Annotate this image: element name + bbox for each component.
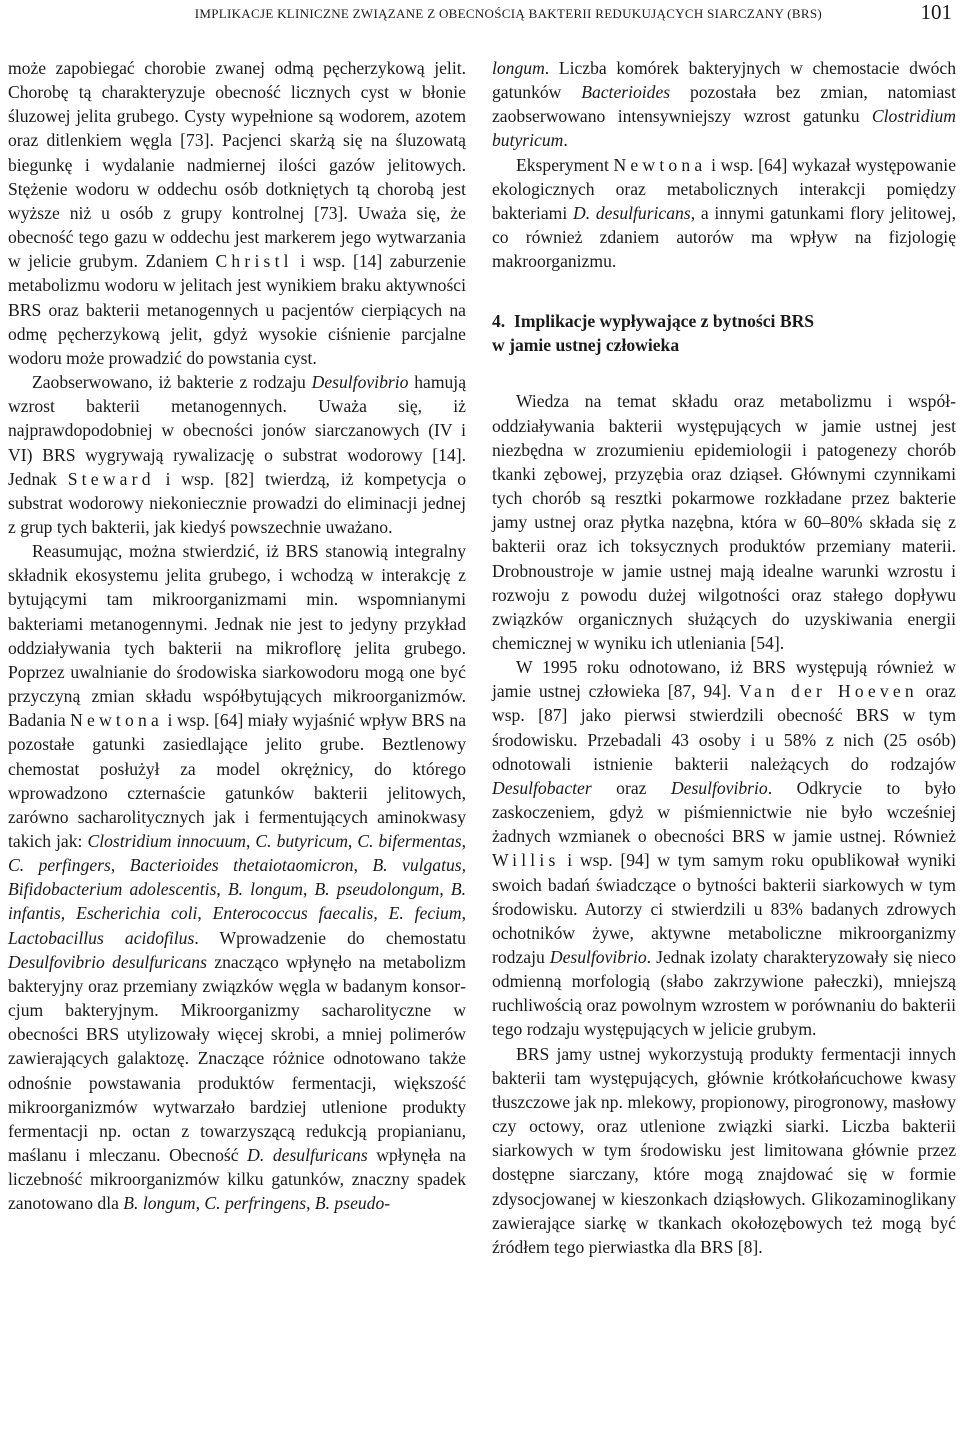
text-run: ,	[347, 831, 358, 851]
italic-run: Bacterioides thetaiotaomicron	[129, 855, 354, 876]
italic-run: longum	[492, 58, 545, 78]
paragraph	[8, 539, 466, 1215]
spaced-author: Christl	[215, 251, 293, 272]
spaced-author: Newtona	[613, 154, 707, 175]
text-run: ,	[110, 855, 130, 876]
text-run: znacząco wpłynęło na metabolizm bakteryjny oraz przemiany związków węgla w badanym konsorcjum bakteryjnym. Mikroorganizmy sacharolityczne w obecności BRS utylizowały więcej skrobi, a mniej polimerów zawierających galaktozę. Znaczące różnice odnotowano także odnośnie powstawania produktów fermentacji, większość mikroorganizmów wytwarzało bardziej utlenione produkty fermentacji np. octan z towarzyszącą redukcją propianianu, maślanu i mleczanu. Obecność	[8, 951, 466, 1166]
text-run: oraz wsp. [87] jako pierwsi stwierdzili obecność BRS w tym środowisku. Przebadali 43 osoby i u 58% z nich (25 osób) odnotowali istnienie bakterii należących do rodzajów	[492, 681, 956, 774]
text-run: Reasumując, można stwierdzić, iż BRS stanowią integralny składnik ekosystemu jelita grubego, i wchodzą w interakcję z bytującymi tam mikroorganizmami min. wspomnianymi bakteriami metanogennymi. Jednak nie jest to jedyny przykład oddziaływania tych bakterii na mikroflorę jelita grubego. Poprzez uwalnianie do środowiska siarkowodoru mogą one być przyczyną zmian składu współbytujących mikroorganizmów. Badania	[8, 541, 466, 731]
spaced-author: Van der Hoeven	[739, 681, 918, 702]
text-run: ,	[306, 1193, 315, 1214]
spaced-author: Willis	[492, 850, 560, 871]
italic-run: Enterococcus faecalis	[212, 903, 374, 924]
section-title-line1: Implikacje wypływające z bytności BRS	[514, 311, 815, 332]
running-title: IMPLIKACJE KLINICZNE ZWIĄZANE Z OBECNOŚCIĄ BAKTERII REDUKUJĄCYCH SIARCZANY (BRS)	[194, 6, 822, 21]
italic-run: D. desulfuricans	[573, 202, 691, 223]
italic-run: C. perfingers	[8, 855, 111, 876]
text-run: oraz	[591, 777, 671, 798]
text-run: ,	[302, 879, 315, 900]
italic-run: E. fecium	[388, 903, 462, 924]
italic-run: D. desulfuricans	[247, 1145, 368, 1166]
italic-run: Desulfobacter	[492, 777, 592, 798]
italic-run: B. pseudolongum	[314, 879, 440, 900]
text-run: ,	[245, 831, 256, 851]
italic-run: Lactobacillus acidofilus	[8, 927, 195, 948]
text-run: . Wprowadzenie do chemostatu	[194, 927, 466, 948]
text-run: Zaobserwowano, iż bakterie z rodzaju	[32, 372, 312, 393]
italic-run: Clostridium innocuum	[87, 831, 246, 851]
text-run: ,	[197, 903, 213, 924]
text-run: Wiedza na temat składu oraz metabolizmu i współoddziaływania bakterii występujących w jamie ustnej jest niezbędna w zrozumieniu epidemiologii i patogenezy chorób tkanki zębowej, przyzębia oraz dziąseł. Głównymi czynnikami tych chorób są resztki pokarmowe rozkładane przez bakterie jamy ustnej oraz płytka nazębna, która w 60–80% składa się z bakterii oraz ich toksycznych produktów przemiany materii. Drobnoustroje w jamie ustnej mają idealne warunki wzrostu i rozwoju z powodu dużej wilgotności oraz stałego dopływu związków organicznych służących do uzyskiwania energii chemicznej w wyniku ich utleniania [54].	[492, 391, 956, 653]
spaced-author: Steward	[67, 468, 155, 489]
text-run: i wsp. [64] miały wyjaśnić wpływ BRS na pozostałe gatunki zasiedlające jelito grube. Beztlenowy chemostat posłużył za model okrężnicy, do którego wprowadzono czternaście gatunków bakterii jelitowych, zarówno sacharolitycznych jak i fermentujących aminokwasy takich jak:	[8, 710, 466, 851]
text-run: wpłynęła na liczebność mikroorganizmów kilku gatunków, znaczny spadek zanotowano dla	[8, 1145, 466, 1214]
paragraph	[8, 370, 466, 539]
italic-run: C. bifermentas	[357, 831, 462, 851]
text-run: może zapobiegać chorobie zwanej odmą pęcherzykową jelit. Chorobę tą charakteryzuje obecność licznych cyst w błonie śluzowej jelita grubego. Cysty wypełnione są wodorem, azotem oraz ditlenkiem węgla [73]. Pacjenci skarżą się na śluzowatą biegunkę i wydalanie nadmiernej ilości gazów jelitowych. Stężenie wodoru w oddechu osób dotkniętych tą chorobą jest wyższe niż u osób z grupy kontrolnej [73]. Uważa się, że obecność tego gazu w oddechu jest markerem jego wytwarzania w jelicie grubym. Zdaniem	[8, 58, 466, 272]
italic-run: B. infantis	[8, 879, 467, 924]
italic-run: Bacterioides	[581, 82, 671, 103]
paragraph	[492, 153, 956, 274]
text-run: BRS jamy ustnej wykorzystują produkty fermentacji innych bakterii tam występujących, głównie krótkołańcuchowe kwasy tłuszczowe jak np. mlekowy, propionowy, pirogronowy, masłowy czy octowy, oraz utlenione związki siarki. Liczba bakterii siarkowych w tym środowisku jest limitowana głównie przez dostępne siarczany, które mogą znajdować się w formie zdysocjowanej w kieszonkach dziąsłowych. Glikozaminoglikany zawierające siarkę w tkankach okołozębowych też mogą być źródłem tego pierwiastka dla BRS [8].	[492, 1043, 956, 1257]
italic-run: Desulfovibrio	[311, 372, 409, 393]
text-run: ,	[216, 879, 228, 900]
text-run: .	[563, 130, 568, 151]
text-run: , a innymi gatunkami flory jelitowej, co również zdaniem autorów ma wpływ na fizjologię makroorganizmu.	[492, 202, 956, 272]
section-heading	[492, 309, 956, 357]
section-title-line2: w jamie ustnej człowieka	[492, 335, 680, 356]
right-paragraphs-after	[492, 389, 956, 1259]
spaced-author: Newtona	[70, 710, 164, 731]
paragraph	[492, 389, 956, 655]
text-run: ,	[60, 903, 77, 924]
italic-run: C. perfringens	[204, 1193, 307, 1214]
text-run: i wsp. [94] w tym samym roku opublikował wyniki swoich badań świadczące o bytności bakterii siarkowych w tym środowisku. Autorzy ci stwierdzili u 83% badanych zdrowych ochotników żywe, aktywne metaboliczne mikroorganizmy rodzaju	[492, 850, 956, 967]
text-run: ,	[195, 1193, 205, 1214]
running-header	[0, 0, 960, 40]
text-run: ,	[353, 855, 373, 876]
text-run: W 1995 roku odnotowano, iż BRS występują również w jamie ustnej człowieka [87, 94].	[492, 657, 956, 702]
paragraph	[492, 56, 956, 153]
text-run: i wsp. [82] twierdzą, iż kompetycja o substrat wodorowy niekoniecznie prowadzi do eliminacji jednej z grup tych bakterii, jak kiedyś powszechnie uważano.	[8, 468, 466, 537]
text-run: ,	[439, 879, 451, 900]
italic-run: Desulfovibrio	[670, 777, 768, 798]
text-run: ,	[373, 903, 389, 924]
paragraph	[492, 1042, 956, 1259]
text-run: ,	[461, 903, 466, 924]
left-column	[8, 56, 466, 1216]
italic-run: Escherichia coli	[76, 903, 198, 924]
right-column	[492, 56, 956, 1259]
italic-run: C. butyricum	[255, 831, 348, 851]
text-run: Eksperyment	[516, 154, 614, 175]
paragraph	[8, 56, 466, 370]
text-run: i wsp. [64] wykazał występowanie ekologicznych oraz metabolicznych interakcji pomiędzy bakteriami	[492, 154, 957, 223]
italic-run: Desulfovibrio	[549, 947, 647, 967]
italic-run: B. pseudo-	[314, 1193, 391, 1214]
text-run: . Odkrycie to było zaskoczeniem, gdyż w piśmiennictwie nie było wcześniej żadnych wzmianek o obecności BRS w jamie ustnej. Również	[492, 777, 956, 847]
italic-run: B. longum	[123, 1193, 196, 1214]
text-run: pozostała bez zmian, natomiast zaobserwowano intensywniejszy wzrost gatunku	[492, 82, 956, 127]
text-run: i wsp. [14] zaburzenie metabolizmu wodoru w jelitach jest wynikiem braku aktywności BRS oraz bakterii metanogennych u pacjentów cierpiących na odmę pęcherzykową jelit, gdyż wysokie ciśnienie parcjalne wodoru może prowadzić do powstania cyst.	[8, 251, 466, 368]
right-paragraphs-before	[492, 56, 956, 273]
italic-run: Clostridium butyricum	[492, 106, 956, 151]
italic-run: B. vulgatus, Bifidobacterium adolescentis	[8, 855, 467, 900]
italic-run: Desulfovibrio desulfuricans	[8, 951, 207, 972]
page-number: 101	[920, 0, 952, 24]
text-run: . Jednak izolaty charakteryzowały się nieco odmienną morfologią (słabo zakrzywione pałeczki), mniejszą ruchliwością oraz powolnym wzrostem w porównaniu do bakterii tego rodzaju występujących w jelicie grubym.	[492, 947, 956, 1040]
left-paragraphs	[8, 56, 466, 1216]
section-number: 4.	[492, 311, 506, 332]
text-run: ,	[461, 831, 467, 851]
paragraph	[492, 655, 956, 1042]
text-run: . Liczba komórek bakteryjnych w chemostacie dwóch gatunków	[492, 58, 956, 103]
italic-run: B. longum	[227, 879, 303, 900]
text-run: hamują wzrost bakterii metanogennych. Uważa się, iż najprawdopodobniej w obecności jonów siarczanowych (IV i VI) BRS wygrywają rywalizację o substrat wodorowy [14]. Jednak	[8, 372, 466, 489]
